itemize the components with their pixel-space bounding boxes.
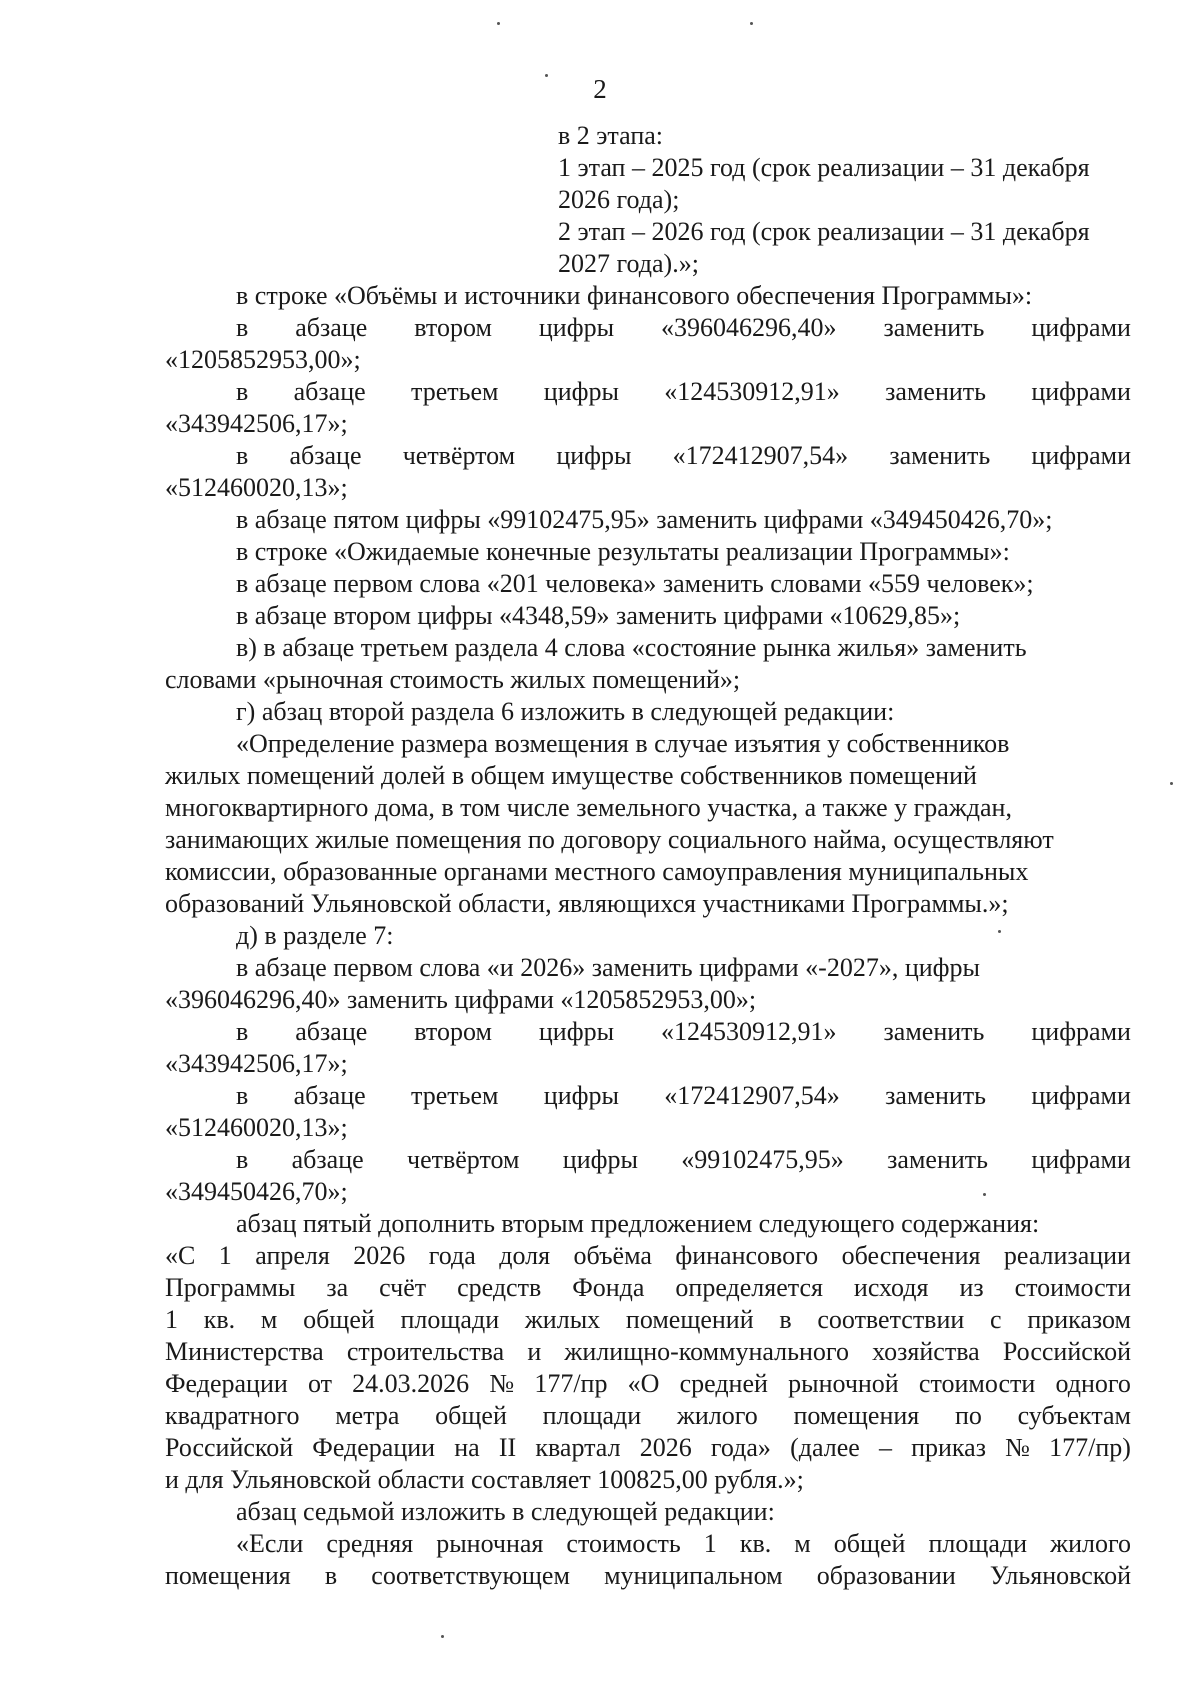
volumes-header: в строке «Объёмы и источники финансового обеспечения Программы»: bbox=[236, 281, 1033, 310]
justified-word: помещения bbox=[165, 1561, 291, 1590]
justified-word: в bbox=[236, 1081, 249, 1110]
results-header: в строке «Ожидаемые конечные результаты реализации Программы»: bbox=[236, 537, 1010, 566]
scan-speck bbox=[750, 22, 753, 25]
section-g-header: г) абзац второй раздела 6 изложить в следующей редакции: bbox=[236, 697, 895, 726]
results-row-1: в абзаце первом слова «201 человека» заменить словами «559 человек»; bbox=[236, 569, 1034, 598]
justified-word: рыночной bbox=[788, 1369, 899, 1398]
page-number: 2 bbox=[593, 74, 607, 104]
justified-word: абзаце bbox=[289, 441, 362, 470]
justified-word: абзаце bbox=[293, 1081, 366, 1110]
justified-word: № bbox=[489, 1369, 515, 1398]
scan-speck bbox=[998, 930, 1001, 933]
justified-word: II bbox=[498, 1433, 517, 1462]
justified-word: в bbox=[324, 1561, 338, 1590]
justified-word: финансового bbox=[675, 1241, 819, 1270]
section-g-line-1: «Определение размера возмещения в случае изъятия у собственников bbox=[236, 729, 1010, 758]
justified-word: заменить bbox=[885, 1081, 986, 1110]
justified-word: четвёртом bbox=[407, 1145, 520, 1174]
justified-word: м bbox=[260, 1305, 278, 1334]
justified-word: 1 bbox=[218, 1241, 232, 1270]
justified-word: средней bbox=[679, 1369, 768, 1398]
stages-intro: в 2 этапа: bbox=[558, 121, 663, 150]
justified-word: – bbox=[878, 1433, 892, 1462]
justified-word: цифрами bbox=[1031, 1017, 1131, 1046]
justified-word: 177/пр) bbox=[1049, 1433, 1131, 1462]
justified-word: (далее bbox=[790, 1433, 860, 1462]
justified-word: жилищно-коммунального bbox=[564, 1337, 849, 1366]
justified-word: абзаце bbox=[293, 377, 366, 406]
justified-word: соответствующем bbox=[371, 1561, 570, 1590]
justified-word: жилого bbox=[1050, 1529, 1131, 1558]
justified-word: в bbox=[236, 377, 249, 406]
volumes-row-3 bbox=[236, 440, 1131, 472]
justified-word: Министерства bbox=[165, 1337, 324, 1366]
justified-word: «С bbox=[165, 1241, 196, 1270]
section-d-para-7: абзац седьмой изложить в следующей редакции: bbox=[236, 1497, 775, 1526]
justified-word: исходя bbox=[853, 1273, 929, 1302]
justified-word: Программы bbox=[165, 1273, 296, 1302]
justified-word: заменить bbox=[885, 377, 986, 406]
justified-word: объёма bbox=[573, 1241, 652, 1270]
justified-word: цифрами bbox=[1031, 441, 1131, 470]
justified-word: с bbox=[990, 1305, 1002, 1334]
quote-line-2 bbox=[165, 1272, 1131, 1304]
volumes-row-3-value: «512460020,13»; bbox=[165, 473, 348, 502]
justified-word: приказ bbox=[911, 1433, 986, 1462]
justified-word: площади bbox=[928, 1529, 1028, 1558]
justified-word: 177/пр bbox=[534, 1369, 608, 1398]
justified-word: цифры bbox=[543, 377, 619, 406]
quote-line-3 bbox=[165, 1304, 1131, 1336]
section-d-row-2 bbox=[236, 1016, 1131, 1048]
justified-word: в bbox=[236, 1145, 249, 1174]
section-d-para-1-a: в абзаце первом слова «и 2026» заменить цифрами «-2027», цифры bbox=[236, 953, 980, 982]
justified-word: и bbox=[527, 1337, 542, 1366]
results-row-2: в абзаце втором цифры «4348,59» заменить цифрами «10629,85»; bbox=[236, 601, 961, 630]
justified-word: жилых bbox=[524, 1305, 601, 1334]
justified-word: от bbox=[307, 1369, 332, 1398]
quote-line-4 bbox=[165, 1336, 1131, 1368]
edit-line-1 bbox=[236, 1528, 1131, 1560]
justified-word: цифры bbox=[562, 1145, 638, 1174]
justified-word: жилого bbox=[676, 1401, 758, 1430]
justified-word: одного bbox=[1055, 1369, 1131, 1398]
justified-word: в bbox=[236, 441, 249, 470]
justified-word: в bbox=[779, 1305, 792, 1334]
justified-word: «172412907,54» bbox=[672, 441, 849, 470]
section-d-row-4-value: «349450426,70»; bbox=[165, 1177, 348, 1206]
justified-word: площади bbox=[542, 1401, 642, 1430]
section-g-line-3: многоквартирного дома, в том числе земельного участка, а также у граждан, bbox=[165, 793, 1012, 822]
justified-word: заменить bbox=[887, 1145, 988, 1174]
justified-word: квартал bbox=[535, 1433, 621, 1462]
quote-line-6 bbox=[165, 1400, 1131, 1432]
justified-word: 2026 bbox=[353, 1241, 406, 1270]
justified-word: м bbox=[794, 1529, 811, 1558]
section-d-row-4 bbox=[236, 1144, 1131, 1176]
justified-word: приказом bbox=[1027, 1305, 1131, 1334]
justified-word: «О bbox=[627, 1369, 660, 1398]
justified-word: определяется bbox=[675, 1273, 823, 1302]
justified-word: цифрами bbox=[1031, 377, 1131, 406]
justified-word: площади bbox=[400, 1305, 500, 1334]
justified-word: хозяйства bbox=[872, 1337, 980, 1366]
scan-speck bbox=[1170, 782, 1173, 785]
justified-word: Федерации bbox=[165, 1369, 288, 1398]
scan-speck bbox=[441, 1635, 444, 1638]
justified-word: счёт bbox=[379, 1273, 427, 1302]
justified-word: 24.03.2026 bbox=[352, 1369, 470, 1398]
justified-word: «396046296,40» bbox=[661, 313, 837, 342]
justified-word: Российской bbox=[1002, 1337, 1131, 1366]
section-d-row-3-value: «512460020,13»; bbox=[165, 1113, 348, 1142]
stage-2-line-a: 2 этап – 2026 год (срок реализации – 31 декабря bbox=[558, 217, 1090, 246]
section-g-line-4: занимающих жилые помещения по договору социального найма, осуществляют bbox=[165, 825, 1054, 854]
justified-word: «172412907,54» bbox=[664, 1081, 840, 1110]
edit-line-2 bbox=[165, 1560, 1131, 1592]
justified-word: обеспечения bbox=[841, 1241, 981, 1270]
justified-word: цифрами bbox=[1031, 313, 1131, 342]
section-d-row-3 bbox=[236, 1080, 1131, 1112]
justified-word: из bbox=[959, 1273, 984, 1302]
justified-word: абзаце bbox=[291, 1145, 364, 1174]
volumes-row-1-value: «1205852953,00»; bbox=[165, 345, 361, 374]
justified-word: кв. bbox=[203, 1305, 236, 1334]
justified-word: «124530912,91» bbox=[664, 377, 840, 406]
justified-word: «Если bbox=[236, 1529, 304, 1558]
justified-word: цифры bbox=[543, 1081, 619, 1110]
justified-word: стоимость bbox=[566, 1529, 681, 1558]
justified-word: помещений bbox=[625, 1305, 754, 1334]
justified-word: реализации bbox=[1003, 1241, 1131, 1270]
quote-line-1 bbox=[165, 1240, 1131, 1272]
stage-2-line-b: 2027 года).»; bbox=[558, 249, 699, 278]
justified-word: в bbox=[236, 1017, 249, 1046]
justified-word: «124530912,91» bbox=[661, 1017, 837, 1046]
justified-word: 1 bbox=[703, 1529, 717, 1558]
justified-word: № bbox=[1005, 1433, 1030, 1462]
stage-1-line-a: 1 этап – 2025 год (срок реализации – 31 декабря bbox=[558, 153, 1090, 182]
justified-word: в bbox=[236, 313, 249, 342]
justified-word: субъектам bbox=[1017, 1401, 1131, 1430]
justified-word: стоимости bbox=[918, 1369, 1036, 1398]
justified-word: апреля bbox=[255, 1241, 330, 1270]
section-d-para-1-b: «396046296,40» заменить цифрами «1205852953,00»; bbox=[165, 985, 757, 1014]
justified-word: года» bbox=[710, 1433, 771, 1462]
scan-speck bbox=[497, 22, 500, 25]
justified-word: абзаце bbox=[295, 1017, 368, 1046]
justified-word: квадратного bbox=[165, 1401, 300, 1430]
justified-word: строительства bbox=[346, 1337, 505, 1366]
justified-word: стоимости bbox=[1014, 1273, 1131, 1302]
section-d-header: д) в разделе 7: bbox=[236, 921, 394, 950]
justified-word: третьем bbox=[411, 377, 499, 406]
quote-line-5 bbox=[165, 1368, 1131, 1400]
section-g-line-6: образований Ульяновской области, являющихся участниками Программы.»; bbox=[165, 889, 1009, 918]
justified-word: втором bbox=[414, 1017, 492, 1046]
stage-1-line-b: 2026 года); bbox=[558, 185, 680, 214]
justified-word: цифры bbox=[556, 441, 632, 470]
justified-word: муниципальном bbox=[604, 1561, 783, 1590]
volumes-row-1 bbox=[236, 312, 1131, 344]
justified-word: на bbox=[454, 1433, 480, 1462]
justified-word: 1 bbox=[165, 1305, 178, 1334]
justified-word: за bbox=[326, 1273, 349, 1302]
justified-word: образовании bbox=[816, 1561, 956, 1590]
section-v-line-a: в) в абзаце третьем раздела 4 слова «состояние рынка жилья» заменить bbox=[236, 633, 1027, 662]
justified-word: рыночная bbox=[436, 1529, 544, 1558]
quote-line-8: и для Ульяновской области составляет 100825,00 рубля.»; bbox=[165, 1465, 804, 1494]
justified-word: средняя bbox=[326, 1529, 414, 1558]
justified-word: помещения bbox=[793, 1401, 920, 1430]
justified-word: третьем bbox=[411, 1081, 499, 1110]
justified-word: абзаце bbox=[295, 313, 368, 342]
justified-word: по bbox=[954, 1401, 982, 1430]
volumes-row-2 bbox=[236, 376, 1131, 408]
justified-word: общей bbox=[435, 1401, 507, 1430]
section-g-line-2: жилых помещений долей в общем имуществе собственников помещений bbox=[165, 761, 977, 790]
justified-word: года bbox=[428, 1241, 476, 1270]
justified-word: Фонда bbox=[572, 1273, 645, 1302]
volumes-row-2-value: «343942506,17»; bbox=[165, 409, 348, 438]
section-g-line-5: комиссии, образованные органами местного самоуправления муниципальных bbox=[165, 857, 1029, 886]
volumes-row-4: в абзаце пятом цифры «99102475,95» заменить цифрами «349450426,70»; bbox=[236, 505, 1053, 534]
justified-word: цифры bbox=[538, 313, 615, 342]
justified-word: Ульяновской bbox=[989, 1561, 1131, 1590]
section-v-line-b: словами «рыночная стоимость жилых помещений»; bbox=[165, 665, 741, 694]
justified-word: заменить bbox=[883, 313, 985, 342]
justified-word: заменить bbox=[883, 1017, 985, 1046]
justified-word: четвёртом bbox=[402, 441, 516, 470]
justified-word: цифрами bbox=[1031, 1145, 1131, 1174]
justified-word: цифрами bbox=[1031, 1081, 1131, 1110]
section-d-row-2-value: «343942506,17»; bbox=[165, 1049, 348, 1078]
justified-word: «99102475,95» bbox=[681, 1145, 844, 1174]
justified-word: Российской bbox=[165, 1433, 294, 1462]
justified-word: общей bbox=[833, 1529, 906, 1558]
quote-line-7 bbox=[165, 1432, 1131, 1464]
section-d-para-5: абзац пятый дополнить вторым предложением следующего содержания: bbox=[236, 1209, 1040, 1238]
justified-word: заменить bbox=[889, 441, 991, 470]
justified-word: соответствии bbox=[817, 1305, 965, 1334]
scan-speck bbox=[983, 1193, 986, 1196]
justified-word: кв. bbox=[739, 1529, 772, 1558]
justified-word: доля bbox=[499, 1241, 551, 1270]
justified-word: метра bbox=[335, 1401, 400, 1430]
justified-word: Федерации bbox=[312, 1433, 436, 1462]
justified-word: 2026 bbox=[639, 1433, 692, 1462]
justified-word: цифры bbox=[538, 1017, 615, 1046]
justified-word: средств bbox=[457, 1273, 542, 1302]
justified-word: втором bbox=[414, 313, 492, 342]
justified-word: общей bbox=[303, 1305, 375, 1334]
